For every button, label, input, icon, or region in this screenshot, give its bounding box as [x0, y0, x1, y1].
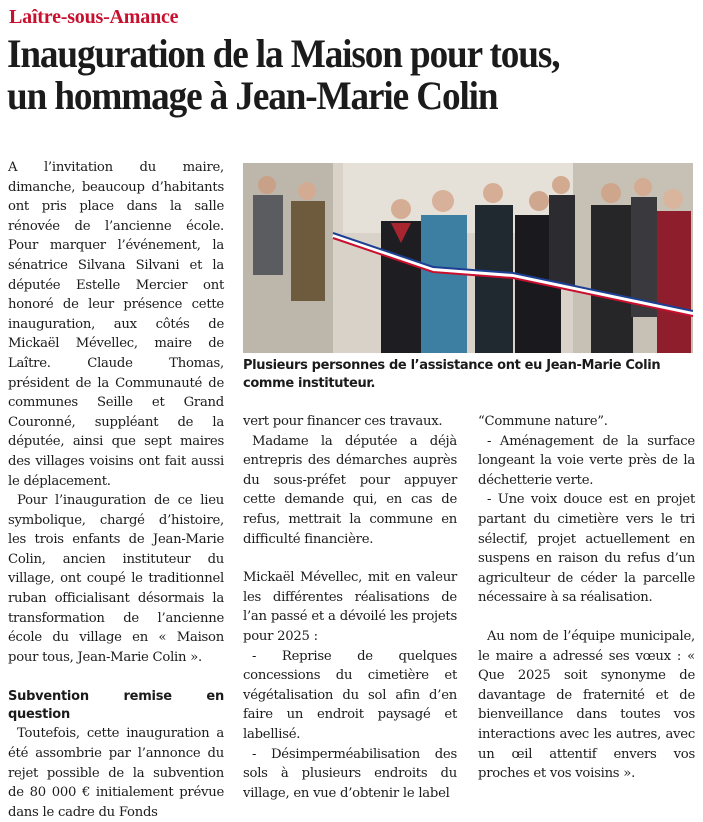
list-item: - Une voix douce est en projet partant du cimetière vers le tri sélectif, projet actuellement en suspens en raison du refus d’un agriculteur de céder la parcelle nécessaire à sa réalisation.: [478, 492, 695, 606]
spacer: [243, 549, 457, 568]
paragraph: Pour l’inauguration de ce lieu symbolique, chargé d’histoire, les trois enfants de Jean-Marie Colin, ancien instituteur du village, ont coupé le traditionnel ruban officialisant désormais la transformation de l’ancienne école du village en « Maison pour tous, Jean-Marie Colin ».: [8, 493, 224, 665]
paragraph: Madame la députée a déjà entrepris des démarches auprès du sous-préfet pour appuyer cette demande qui, en cas de refus, mettrait la commune en difficulté financière.: [243, 433, 457, 547]
text-column-2: [243, 412, 457, 803]
subheading: Subvention remise en question: [8, 689, 224, 723]
paragraph: Mickaël Mévellec, mit en valeur les différentes réalisations de l’an passé et a dévoilé les projets pour 2025 :: [243, 570, 457, 644]
article-photo: [243, 163, 693, 353]
paragraph: vert pour financer ces travaux.: [243, 414, 443, 429]
text-column-3: [478, 412, 695, 784]
headline-line-1: Inauguration de la Maison pour tous,: [7, 31, 560, 76]
spacer: [8, 667, 224, 686]
paragraph: “Commune nature”.: [478, 414, 608, 429]
list-item: - Aménagement de la surface longeant la voie verte près de la déchetterie verte.: [478, 433, 695, 488]
article-headline: [7, 33, 651, 117]
headline-line-2: un hommage à Jean-Marie Colin: [7, 73, 498, 118]
ribbon-cutting-photo: [243, 163, 693, 353]
list-item: - Reprise de quelques concessions du cimetière et végétalisation du sol afin d’en faire un endroit paysagé et labellisé.: [243, 648, 457, 742]
section-kicker: Laître-sous-Amance: [9, 6, 179, 28]
list-item: - Désimperméabilisation des sols à plusieurs endroits du village, en vue d’obtenir le label: [243, 746, 457, 801]
text-column-1: [8, 158, 224, 822]
paragraph: A l’invitation du maire, dimanche, beaucoup d’habitants ont pris place dans la salle rénovée de l’ancienne école. Pour marquer l’événement, la sénatrice Silvana Silvani et la députée Estelle Mercier ont honoré de leur présence cette inauguration, aux côtés de Mickaël Mévellec, maire de Laître. Claude Thomas, président de la Communauté de communes Seille et Grand Couronné, suppléant de la députée, ainsi que sept maires des villages voisins ont fait aussi le déplacement.: [8, 160, 224, 489]
paragraph: Toutefois, cette inauguration a été assombrie par l’annonce du rejet possible de la subvention de 80 000 € initialement prévue dans le cadre du Fonds: [8, 726, 224, 820]
photo-caption: Plusieurs personnes de l’assistance ont eu Jean-Marie Colin comme instituteur.: [243, 358, 661, 391]
paragraph: Au nom de l’équipe municipale, le maire a adressé ses vœux : « Que 2025 soit synonyme de davantage de fraternité et de bienveillance dans toutes vos interactions avec les autres, avec un œil attentif envers vos proches et vos voisins ».: [478, 628, 695, 782]
spacer: [478, 608, 695, 627]
